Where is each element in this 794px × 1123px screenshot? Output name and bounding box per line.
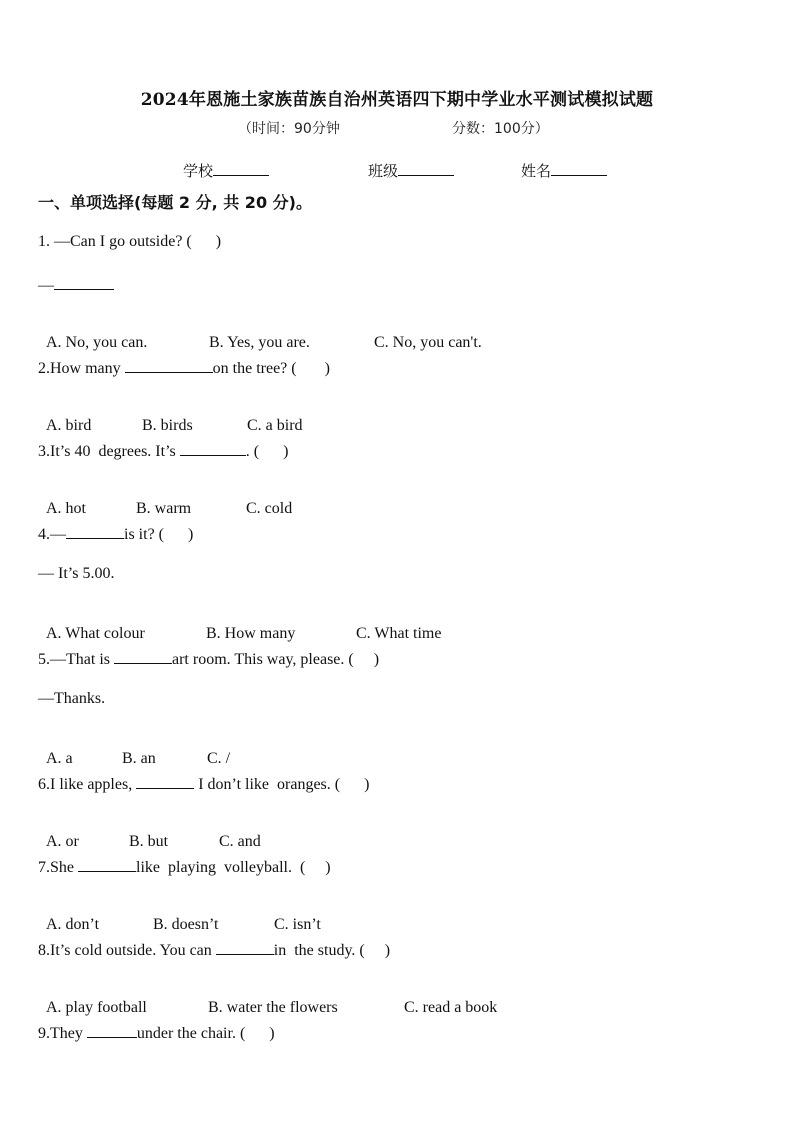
option-a: A. What colour [46, 625, 145, 642]
time-limit: （时间：90分钟 [238, 121, 340, 137]
class-blank [398, 161, 454, 176]
option-c: C. isn’t [274, 916, 321, 933]
exam-title: 2024年恩施土家族苗族自治州英语四下期中学业水平测试模拟试题 [140, 90, 654, 110]
question-8-stem [38, 940, 390, 960]
stem-before: 3.It’s 40 degrees. It’s [38, 443, 180, 460]
option-b: B. birds [142, 417, 193, 434]
option-a: A. hot [46, 500, 86, 517]
question-2-options [38, 399, 303, 435]
school-label: 学校 [183, 162, 214, 180]
total-score: 分数：100分） [452, 121, 549, 137]
option-c: C. No, you can't. [374, 334, 482, 351]
stem-before: 4.— [38, 526, 66, 543]
answer-blank [66, 524, 124, 539]
option-b: B. doesn’t [153, 916, 219, 933]
question-5-options [38, 732, 230, 768]
question-1-stem: 1. —Can I go outside? ( ) [38, 233, 222, 250]
option-a: A. No, you can. [46, 334, 148, 351]
option-b: B. How many [206, 625, 296, 642]
stem-before: 7.She [38, 859, 78, 876]
option-c: C. cold [246, 500, 293, 517]
reply-dash: — [38, 277, 54, 294]
class-field [368, 160, 454, 181]
option-b: B. an [122, 750, 156, 767]
option-a: A. a [46, 750, 73, 767]
school-field [183, 160, 269, 181]
name-blank [551, 161, 607, 176]
question-6-stem [38, 774, 369, 794]
school-blank [213, 161, 269, 176]
stem-after: I don’t like oranges. ( ) [194, 776, 370, 793]
stem-before: 5.—That is [38, 651, 114, 668]
option-c: C. What time [356, 625, 442, 642]
question-5-stem [38, 649, 379, 669]
option-a: A. don’t [46, 916, 100, 933]
answer-blank [180, 441, 246, 456]
question-7-stem [38, 857, 331, 877]
stem-after: under the chair. ( ) [136, 1025, 275, 1042]
answer-blank [114, 649, 172, 664]
question-8-options [38, 981, 497, 1017]
stem-before: 9.They [38, 1025, 87, 1042]
question-9-stem [38, 1023, 275, 1043]
option-b: B. but [129, 833, 169, 850]
answer-blank [216, 940, 274, 955]
question-4-options [38, 607, 441, 643]
question-2-stem [38, 358, 330, 378]
option-a: A. bird [46, 417, 92, 434]
question-5-reply: —Thanks. [38, 690, 106, 707]
option-b: B. Yes, you are. [209, 334, 310, 351]
stem-after: like playing volleyball. ( ) [136, 859, 331, 876]
name-field [521, 160, 607, 181]
question-1-options [38, 316, 482, 352]
stem-before: 2.How many [38, 360, 125, 377]
stem-before: 6.I like apples, [38, 776, 137, 793]
option-c: C. a bird [247, 417, 303, 434]
question-3-options [38, 482, 292, 518]
stem-after: in the study. ( ) [273, 942, 391, 959]
question-6-options [38, 815, 261, 851]
answer-blank [136, 774, 194, 789]
stem-before: 8.It’s cold outside. You can [38, 942, 216, 959]
section-heading: 一、单项选择(每题 2 分, 共 20 分)。 [38, 193, 312, 212]
question-4-stem [38, 524, 193, 544]
option-a: A. or [46, 833, 79, 850]
answer-blank [78, 857, 136, 872]
stem-after: art room. This way, please. ( ) [172, 651, 380, 668]
option-c: C. and [219, 833, 261, 850]
answer-blank [125, 358, 213, 373]
option-b: B. water the flowers [208, 999, 338, 1016]
stem-after: on the tree? ( ) [212, 360, 330, 377]
option-c: C. / [207, 750, 231, 767]
option-a: A. play football [46, 999, 147, 1016]
option-b: B. warm [136, 500, 192, 517]
question-1-reply [38, 275, 114, 295]
question-7-options [38, 898, 321, 934]
stem-after: . ( ) [245, 443, 289, 460]
name-label: 姓名 [521, 162, 552, 180]
question-4-reply: — It’s 5.00. [38, 565, 115, 582]
option-c: C. read a book [404, 999, 498, 1016]
stem-after: is it? ( ) [124, 526, 194, 543]
class-label: 班级 [368, 162, 399, 180]
answer-blank [54, 275, 114, 290]
question-3-stem [38, 441, 288, 461]
answer-blank [87, 1023, 137, 1038]
